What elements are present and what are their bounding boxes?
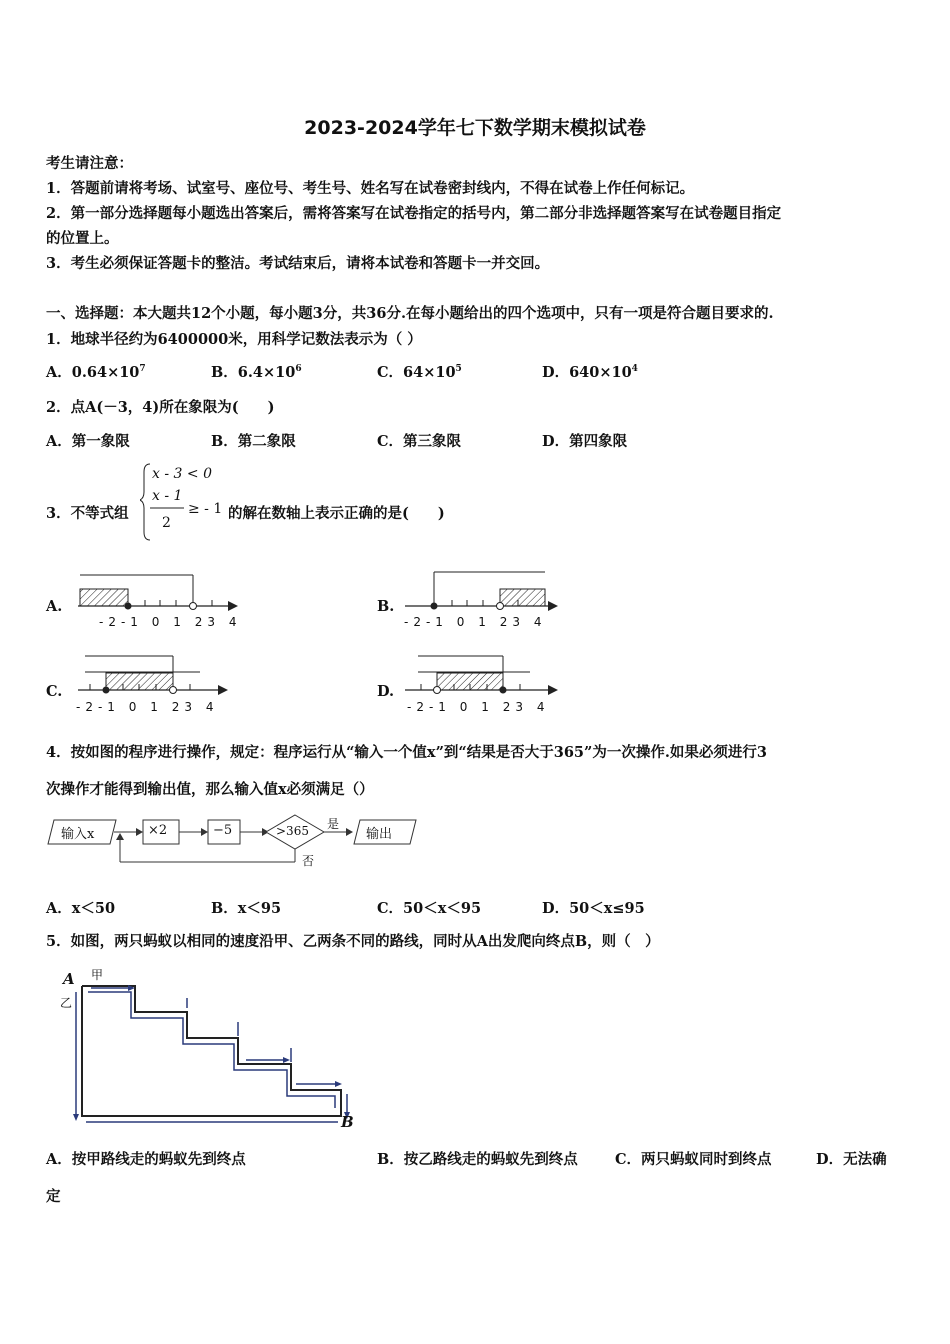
flow-yes: 是 [327,817,340,831]
q5-option-a: A．按甲路线走的蚂蚁先到终点 [46,1151,246,1168]
q3-stem-prefix: 3．不等式组 [46,505,129,522]
q5-option-d: D．无法确 [816,1151,887,1168]
q4-stem-line2: 次操作才能得到输出值，那么输入值x必须满足（） [46,781,374,798]
closed-dot [103,687,110,694]
q4-option-b: B．x＜95 [211,900,282,917]
q4-option-a: A．x＜50 [46,900,116,917]
q3-stem-suffix: 的解在数轴上表示正确的是( ) [228,505,445,522]
q3-option-c-label: C. [46,683,63,700]
q4-stem-line1: 4．按如图的程序进行操作，规定：程序运行从“输入一个值x”到“结果是否大于365”为一次操作.如果必须进行3 [46,744,767,761]
closed-dot [125,603,132,610]
ticks-a: -2-1 0 1 23 4 [99,615,242,629]
flow-step-subtract: −5 [213,823,233,838]
ticks-d: -2-1 0 1 23 4 [407,700,550,714]
path-yi: 乙 [60,996,73,1010]
closed-dot [500,687,507,694]
flow-no: 否 [302,854,315,868]
q1-stem: 1．地球半径约为6400000米，用科学记数法表示为（ ） [46,331,422,348]
open-dot [190,603,197,610]
notice-item-3: 3．考生必须保证答题卡的整洁。考试结束后，请将本试卷和答题卡一并交回。 [46,255,550,272]
q4-option-d: D．50＜x≤95 [542,900,645,917]
path-jia: 甲 [91,968,104,982]
notice-item-1: 1．答题前请将考场、试室号、座位号、考生号、姓名写在试卷密封线内，不得在试卷上作任何标记。 [46,180,695,197]
point-b: B [341,1113,354,1131]
q5-option-d-wrap: 定 [46,1188,61,1205]
q2-stem: 2．点A(－3，4)所在象限为( ) [46,399,275,416]
ineq-2-numerator: x - 1 [152,488,183,504]
q5-stem: 5．如图，两只蚂蚁以相同的速度沿甲、乙两条不同的路线，同时从A出发爬向终点B，则（ ） [46,933,660,950]
q5-option-c: C．两只蚂蚁同时到终点 [615,1151,772,1168]
flow-input: 输入x [61,827,95,842]
number-line-d [405,656,558,695]
ticks-c: -2-1 0 1 23 4 [76,700,219,714]
ineq-2-rhs: ≥ - 1 [188,501,223,517]
number-line-b [405,572,558,611]
q2-option-d: D．第四象限 [542,433,628,450]
ineq-2-denominator: 2 [162,515,171,531]
flow-output: 输出 [366,827,393,842]
flow-step-multiply: ×2 [148,823,168,838]
number-line-a [78,575,238,611]
open-dot [170,687,177,694]
section-heading: 一、选择题：本大题共12个小题，每小题3分，共36分.在每小题给出的四个选项中，只有一项是符合题目要求的. [46,305,774,322]
q2-option-c: C．第三象限 [377,433,462,450]
q4-flowchart [46,812,426,874]
q5-staircase-figure [58,966,358,1134]
closed-dot [431,603,438,610]
q2-option-a: A．第一象限 [46,433,130,450]
q3-option-a-label: A. [46,598,63,615]
q1-option-c: C．$64\times 10^5$ [377,364,462,381]
ineq-1: x - 3 < 0 [152,466,212,482]
q4-option-c: C．50＜x＜95 [377,900,482,917]
ticks-b: -2-1 0 1 23 4 [404,615,547,629]
number-line-c [78,656,228,695]
q1-option-d: D．$640\times 10^4$ [542,364,638,381]
page-title: 2023-2024学年七下数学期末模拟试卷 [304,117,646,139]
point-a: A [63,970,75,988]
q1-option-b: B．$6.4\times 10^6$ [211,364,302,381]
q2-option-b: B．第二象限 [211,433,296,450]
open-dot [497,603,504,610]
q3-option-d-label: D. [377,683,395,700]
open-dot [434,687,441,694]
notice-item-2: 2．第一部分选择题每小题选出答案后，需将答案写在试卷指定的括号内，第二部分非选择题答案写在试卷题目指定 [46,205,782,222]
q3-option-b-label: B. [377,598,395,615]
q1-option-a: A．$0.64\times 10^7$ [46,364,146,381]
notice-heading: 考生请注意： [46,155,133,172]
q5-option-b: B．按乙路线走的蚂蚁先到终点 [377,1151,578,1168]
flow-decision: >365 [276,824,309,838]
notice-item-2-cont: 的位置上。 [46,230,119,247]
